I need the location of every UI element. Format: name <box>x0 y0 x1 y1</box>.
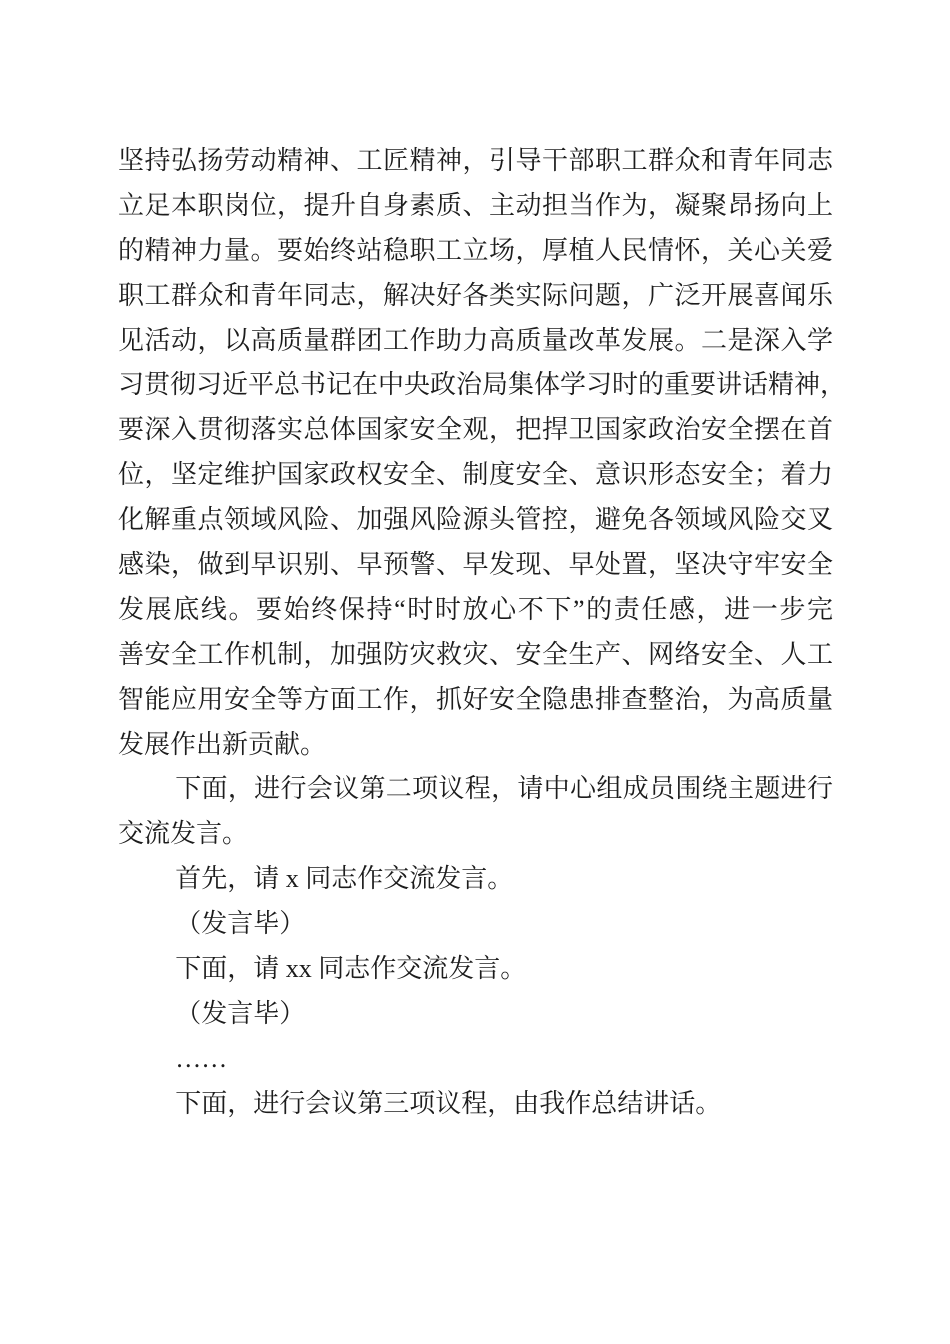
text-line: …… <box>175 1043 228 1073</box>
text-line: 位，坚定维护国家政权安全、制度安全、意识形态安全；着力 <box>118 460 833 490</box>
text-line: 要深入贯彻落实总体国家安全观，把捍卫国家政治安全摆在首 <box>118 415 833 445</box>
text-line: 下面，进行会议第二项议程，请中心组成员围绕主题进行 <box>175 774 833 804</box>
text-line: （发言毕） <box>175 998 306 1028</box>
text-line: 化解重点领域风险、加强风险源头管控，避免各领域风险交叉 <box>118 505 833 535</box>
text-line: 坚持弘扬劳动精神、工匠精神，引导干部职工群众和青年同志 <box>118 146 833 175</box>
text-line: 智能应用安全等方面工作，抓好安全隐患排查整治，为高质量 <box>118 684 833 714</box>
text-line: 的精神力量。要始终站稳职工立场，厚植人民情怀，关心关爱 <box>118 235 833 265</box>
text-line: 首先，请 x 同志作交流发言。 <box>175 864 514 894</box>
text-line: 感染，做到早识别、早预警、早发现、早处置，坚决守牢安全 <box>118 550 833 580</box>
text-line: 见活动，以高质量群团工作助力高质量改革发展。二是深入学 <box>118 325 833 355</box>
text-line: 发展作出新贡献。 <box>118 729 327 759</box>
text-line: 下面，进行会议第三项议程，由我作总结讲话。 <box>175 1088 722 1118</box>
text-line: （发言毕） <box>175 909 306 939</box>
document-text-block <box>118 139 847 1127</box>
text-line: 习贯彻习近平总书记在中央政治局集体学习时的重要讲话精神， <box>118 370 847 400</box>
text-line: 发展底线。要始终保持“时时放心不下”的责任感，进一步完 <box>118 594 833 624</box>
text-line: 立足本职岗位，提升自身素质、主动担当作为，凝聚昂扬向上 <box>118 190 833 220</box>
text-line: 职工群众和青年同志，解决好各类实际问题，广泛开展喜闻乐 <box>118 280 833 310</box>
text-line: 下面，请 xx 同志作交流发言。 <box>175 954 527 984</box>
text-line: 交流发言。 <box>118 819 249 849</box>
text-line: 善安全工作机制，加强防灾救灾、安全生产、网络安全、人工 <box>118 639 833 669</box>
